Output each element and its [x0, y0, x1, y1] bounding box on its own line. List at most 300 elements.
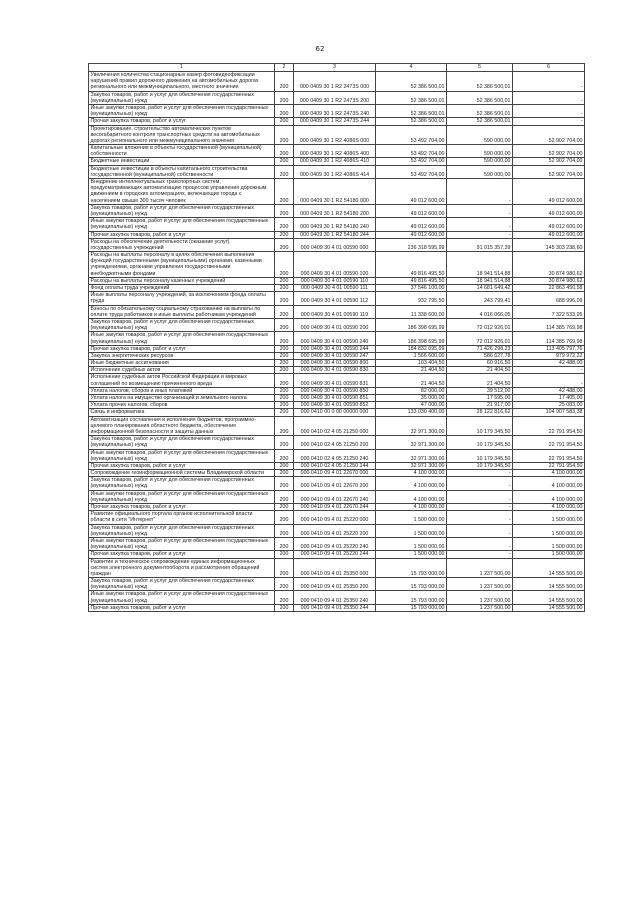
unexecuted-amount: -	[513, 91, 585, 104]
approved-amount: 4 100 000,00	[376, 504, 447, 511]
row-name: Прочая закупка товаров, работ и услуг	[89, 551, 275, 558]
approved-amount: 1 500 000,00	[376, 551, 447, 558]
table-row	[89, 238, 585, 251]
executed-amount: -	[447, 551, 513, 558]
table-row	[89, 416, 585, 436]
approved-amount: 4 100 000,00	[376, 490, 447, 503]
table-row	[89, 231, 585, 238]
row-name: Уплата прочих налогов, сборов	[89, 402, 275, 409]
budget-class-code: 000 0410 09 4 01 25350 244	[294, 604, 376, 611]
budget-class-code: 000 0410 09 4 01 22670 200	[294, 477, 376, 490]
row-name: Прочая закупка товаров, работ и услуг	[89, 504, 275, 511]
unexecuted-amount: 49 012 600,00	[513, 231, 585, 238]
table-row	[89, 402, 585, 409]
unexecuted-amount: -	[513, 374, 585, 387]
unexecuted-amount: 104 907 583,38	[513, 409, 585, 416]
executed-amount: 590 000,00	[447, 125, 513, 145]
unexecuted-amount: 1 500 000,00	[513, 551, 585, 558]
executed-amount: 17 595,00	[447, 395, 513, 402]
table-row	[89, 462, 585, 469]
budget-class-code: 000 0409 30 4 01 00590 119	[294, 305, 376, 318]
unexecuted-amount: 52 902 704,00	[513, 165, 585, 178]
approved-amount: 37 546 100,00	[376, 285, 447, 292]
approved-amount: 15 793 000,00	[376, 578, 447, 591]
row-name: Уплата налогов, сборов и иных платежей	[89, 387, 275, 394]
approved-amount: 82 000,00	[376, 387, 447, 394]
executed-amount: -	[447, 477, 513, 490]
unexecuted-amount: 30 874 980,62	[513, 277, 585, 284]
executed-amount: 52 386 500,01	[447, 72, 513, 92]
row-name: Взносы по обязательному социальному страхованию на выплаты по оплате труда работников и иные выплаты работникам учреждений	[89, 305, 275, 318]
executed-amount: 21 404,50	[447, 374, 513, 387]
executed-amount: 10 179 345,50	[447, 416, 513, 436]
budget-class-code: 000 0409 30 4 01 00590 247	[294, 352, 376, 359]
unexecuted-amount: 22 863 450,58	[513, 285, 585, 292]
table-row	[89, 165, 585, 178]
admin-code: 200	[275, 104, 294, 117]
table-row	[89, 367, 585, 374]
executed-amount: 1 237 500,00	[447, 578, 513, 591]
budget-class-code: 000 0409 30 1 R2 54180 200	[294, 204, 376, 217]
admin-code: 200	[275, 537, 294, 550]
table-row	[89, 470, 585, 477]
executed-amount: 60 916,50	[447, 360, 513, 367]
executed-amount: 243 799,41	[447, 292, 513, 305]
table-row	[89, 537, 585, 550]
row-name: Уплата налога на имущество организаций и земельного налога	[89, 395, 275, 402]
admin-code: 200	[275, 277, 294, 284]
executed-amount: 14 681 649,42	[447, 285, 513, 292]
unexecuted-amount: 17 405,00	[513, 395, 585, 402]
row-name: Прочая закупка товаров, работ и услуг	[89, 604, 275, 611]
unexecuted-amount: 25 083,00	[513, 402, 585, 409]
row-name: Закупка товаров, работ и услуг для обеспечения государственных (муниципальных) нужд	[89, 436, 275, 449]
budget-class-code: 000 0409 30 4 01 00590 852	[294, 402, 376, 409]
budget-class-code: 000 0409 30 1 R2 2473S 240	[294, 104, 376, 117]
row-name: Иные закупки товаров, работ и услуг для обеспечения государственных (муниципальных) нужд	[89, 104, 275, 117]
budget-class-code: 000 0409 30 4 01 00590 244	[294, 345, 376, 352]
executed-amount: -	[447, 490, 513, 503]
unexecuted-amount: 4 100 000,00	[513, 470, 585, 477]
admin-code: 200	[275, 292, 294, 305]
approved-amount: 11 338 600,00	[376, 305, 447, 318]
table-row	[89, 285, 585, 292]
unexecuted-amount: 22 791 954,50	[513, 449, 585, 462]
admin-code: 200	[275, 145, 294, 158]
approved-amount: 49 012 600,00	[376, 218, 447, 231]
table-row	[89, 524, 585, 537]
approved-amount: 236 318 595,99	[376, 238, 447, 251]
approved-amount: 53 492 704,00	[376, 145, 447, 158]
unexecuted-amount: 7 322 533,95	[513, 305, 585, 318]
row-name: Увеличения количества стационарных камер фотовидеофиксации нарушений правил дорожного движения на автомобильных дорогах регионального или межмуниципального, местного значения	[89, 72, 275, 92]
executed-amount: 1 237 500,00	[447, 604, 513, 611]
table-row	[89, 477, 585, 490]
budget-class-code: 000 0410 09 4 01 25350 000	[294, 558, 376, 578]
budget-class-code: 000 0410 09 4 01 25220 000	[294, 511, 376, 524]
unexecuted-amount: 52 902 704,00	[513, 158, 585, 165]
unexecuted-amount: 22 791 954,50	[513, 462, 585, 469]
table-row	[89, 511, 585, 524]
unexecuted-amount: 688 996,09	[513, 292, 585, 305]
approved-amount: 15 793 000,00	[376, 558, 447, 578]
budget-class-code: 000 0409 30 1 R2 4086S 000	[294, 125, 376, 145]
approved-amount: 49 012 600,00	[376, 231, 447, 238]
approved-amount: 32 971 300,00	[376, 436, 447, 449]
executed-amount: 10 179 345,50	[447, 449, 513, 462]
admin-code: 200	[275, 91, 294, 104]
row-name: Расходы на выплаты персоналу казенных учреждений	[89, 277, 275, 284]
row-name: Бюджетные инвестиции	[89, 158, 275, 165]
approved-amount: 186 398 695,99	[376, 318, 447, 331]
row-name: Прочая закупка товаров, работ и услуг	[89, 462, 275, 469]
admin-code: 200	[275, 409, 294, 416]
table-row	[89, 145, 585, 158]
unexecuted-amount: 979 972,22	[513, 352, 585, 359]
unexecuted-amount: 14 555 500,00	[513, 558, 585, 578]
unexecuted-amount: 145 303 238,60	[513, 238, 585, 251]
budget-class-code: 000 0409 30 4 01 00590 800	[294, 360, 376, 367]
executed-amount: -	[447, 470, 513, 477]
unexecuted-amount: 4 100 000,00	[513, 490, 585, 503]
unexecuted-amount: 14 555 500,00	[513, 604, 585, 611]
unexecuted-amount: -	[513, 118, 585, 125]
row-name: Прочая закупка товаров, работ и услуг	[89, 345, 275, 352]
unexecuted-amount: 4 100 000,00	[513, 504, 585, 511]
table-row	[89, 345, 585, 352]
column-header-5: 5	[447, 64, 513, 72]
executed-amount: -	[447, 231, 513, 238]
approved-amount: 184 832 095,99	[376, 345, 447, 352]
budget-class-code: 000 0409 30 4 01 00590 830	[294, 367, 376, 374]
admin-code: 200	[275, 218, 294, 231]
row-name: Автоматизация составления и исполнения бюджетов, программно-целевого планирования областного бюджета, обеспечение информационной безопасности и защиты данных	[89, 416, 275, 436]
row-name: Развитие официального портала органов исполнительной власти области в сети "Интернет"	[89, 511, 275, 524]
admin-code: 200	[275, 490, 294, 503]
budget-class-code: 000 0409 30 1 R2 2473S 244	[294, 118, 376, 125]
table-row	[89, 118, 585, 125]
column-header-4: 4	[376, 64, 447, 72]
executed-amount: 52 386 500,01	[447, 104, 513, 117]
budget-class-code: 000 0410 09 4 01 25220 200	[294, 524, 376, 537]
admin-code: 200	[275, 402, 294, 409]
executed-amount: -	[447, 179, 513, 205]
table-row	[89, 551, 585, 558]
admin-code: 200	[275, 118, 294, 125]
page-number: 62	[315, 45, 325, 53]
table-row	[89, 318, 585, 331]
table-row	[89, 352, 585, 359]
budget-class-code: 000 0410 09 4 01 22670 240	[294, 490, 376, 503]
executed-amount: -	[447, 204, 513, 217]
table-row	[89, 218, 585, 231]
budget-class-code: 000 0410 09 4 01 25220 244	[294, 551, 376, 558]
approved-amount: 1 500 000,00	[376, 524, 447, 537]
table-row	[89, 277, 585, 284]
table-row	[89, 395, 585, 402]
budget-class-code: 000 0409 30 1 R2 2473S 000	[294, 72, 376, 92]
budget-class-code: 000 0410 02 4 05 21250 244	[294, 462, 376, 469]
approved-amount: 52 386 500,01	[376, 72, 447, 92]
unexecuted-amount: 113 405 797,76	[513, 345, 585, 352]
unexecuted-amount: -	[513, 72, 585, 92]
row-name: Иные закупки товаров, работ и услуг для обеспечения государственных (муниципальных) нужд	[89, 591, 275, 604]
table-row	[89, 360, 585, 367]
budget-class-code: 000 0409 30 4 01 00590 851	[294, 395, 376, 402]
executed-amount: -	[447, 511, 513, 524]
approved-amount: 49 012 600,00	[376, 204, 447, 217]
admin-code: 200	[275, 345, 294, 352]
row-name: Проектирование, строительство автоматических пунктов весогабаритного контроля транспортных средств на автомобильных дорогах регионального или межмуниципального значения	[89, 125, 275, 145]
row-name: Иные выплаты персоналу учреждений, за исключением фонда оплаты труда	[89, 292, 275, 305]
row-name: Расходы на обеспечение деятельности (оказание услуг) государственных учреждений	[89, 238, 275, 251]
unexecuted-amount: 1 500 000,00	[513, 511, 585, 524]
budget-class-code: 000 0409 30 4 01 00590 850	[294, 387, 376, 394]
row-name: Иные закупки товаров, работ и услуг для обеспечения государственных (муниципальных) нужд	[89, 537, 275, 550]
budget-class-code: 000 0409 30 4 01 00590 100	[294, 252, 376, 278]
row-name: Расходы на выплаты персоналу в целях обеспечения выполнения функций государственными (муниципальными) органами, казенными учреждениями, органами управления государственными внебюджетными фондами	[89, 252, 275, 278]
table-row	[89, 72, 585, 92]
admin-code: 200	[275, 332, 294, 345]
row-name: Исполнение судебных актов	[89, 367, 275, 374]
executed-amount: 10 179 345,50	[447, 436, 513, 449]
approved-amount: 15 793 000,00	[376, 604, 447, 611]
table-row	[89, 387, 585, 394]
row-name: Исполнение судебных актов Российской Федерации и мировых соглашений по возмещению причиненного вреда	[89, 374, 275, 387]
budget-class-code: 000 0409 30 4 01 00590 111	[294, 285, 376, 292]
row-name: Прочая закупка товаров, работ и услуг	[89, 118, 275, 125]
admin-code: 200	[275, 252, 294, 278]
admin-code: 200	[275, 504, 294, 511]
unexecuted-amount: 42 488,00	[513, 387, 585, 394]
table-row	[89, 436, 585, 449]
unexecuted-amount: 14 555 500,00	[513, 591, 585, 604]
table-row	[89, 158, 585, 165]
executed-amount: 18 941 514,88	[447, 277, 513, 284]
row-name: Развитие и техническое сопровождение единых информационных систем электронного документооборота и рассмотрения обращений граждан	[89, 558, 275, 578]
admin-code: 200	[275, 436, 294, 449]
unexecuted-amount: 22 791 954,50	[513, 416, 585, 436]
unexecuted-amount: -	[513, 367, 585, 374]
table-row	[89, 604, 585, 611]
executed-amount: 52 386 500,01	[447, 91, 513, 104]
executed-amount: -	[447, 524, 513, 537]
admin-code: 200	[275, 165, 294, 178]
budget-class-code: 000 0409 30 4 01 00590 110	[294, 277, 376, 284]
table-row	[89, 490, 585, 503]
admin-code: 200	[275, 367, 294, 374]
admin-code: 200	[275, 416, 294, 436]
table-row	[89, 204, 585, 217]
executed-amount: -	[447, 537, 513, 550]
approved-amount: 32 971 300,00	[376, 462, 447, 469]
admin-code: 200	[275, 477, 294, 490]
unexecuted-amount: 42 488,00	[513, 360, 585, 367]
table-row	[89, 179, 585, 205]
row-name: Иные закупки товаров, работ и услуг для обеспечения государственных (муниципальных) нужд	[89, 449, 275, 462]
unexecuted-amount: 1 500 000,00	[513, 537, 585, 550]
admin-code: 200	[275, 238, 294, 251]
row-name: Закупка товаров, работ и услуг для обеспечения государственных (муниципальных) нужд	[89, 204, 275, 217]
approved-amount: 47 000,00	[376, 402, 447, 409]
budget-class-code: 000 0409 30 1 R2 4086S 410	[294, 158, 376, 165]
budget-class-code: 000 0410 09 4 01 25350 200	[294, 578, 376, 591]
approved-amount: 49 012 600,00	[376, 179, 447, 205]
approved-amount: 103 404,50	[376, 360, 447, 367]
approved-amount: 53 492 704,00	[376, 158, 447, 165]
row-name: Закупка товаров, работ и услуг для обеспечения государственных (муниципальных) нужд	[89, 477, 275, 490]
unexecuted-amount: 49 012 600,00	[513, 179, 585, 205]
executed-amount: 72 012 926,01	[447, 332, 513, 345]
row-name: Иные закупки товаров, работ и услуг для обеспечения государственных (муниципальных) нужд	[89, 332, 275, 345]
approved-amount: 53 492 704,00	[376, 125, 447, 145]
admin-code: 200	[275, 352, 294, 359]
executed-amount: 590 000,00	[447, 158, 513, 165]
executed-amount: 39 512,00	[447, 387, 513, 394]
admin-code: 200	[275, 318, 294, 331]
admin-code: 200	[275, 511, 294, 524]
budget-class-code: 000 0409 30 1 R2 54180 000	[294, 179, 376, 205]
table-row	[89, 374, 585, 387]
admin-code: 200	[275, 179, 294, 205]
admin-code: 200	[275, 470, 294, 477]
unexecuted-amount: 52 902 704,00	[513, 125, 585, 145]
admin-code: 200	[275, 462, 294, 469]
executed-amount: 4 016 066,05	[447, 305, 513, 318]
approved-amount: 1 566 600,00	[376, 352, 447, 359]
row-name: Закупка товаров, работ и услуг для обеспечения государственных (муниципальных) нужд	[89, 91, 275, 104]
admin-code: 200	[275, 449, 294, 462]
column-header-1: 1	[89, 64, 275, 72]
admin-code: 200	[275, 204, 294, 217]
table-body	[89, 72, 585, 612]
row-name: Бюджетные инвестиции в объекты капитального строительства государственной (муниципальной) собственности	[89, 165, 275, 178]
executed-amount: 10 179 345,50	[447, 462, 513, 469]
budget-class-code: 000 0410 02 4 05 21250 200	[294, 436, 376, 449]
executed-amount: 586 627,78	[447, 352, 513, 359]
row-name: Иные закупки товаров, работ и услуг для обеспечения государственных (муниципальных) нужд	[89, 490, 275, 503]
admin-code: 200	[275, 231, 294, 238]
admin-code: 200	[275, 604, 294, 611]
approved-amount: 49 816 495,50	[376, 277, 447, 284]
approved-amount: 186 398 695,99	[376, 332, 447, 345]
budget-class-code: 000 0409 30 4 01 00590 831	[294, 374, 376, 387]
unexecuted-amount: 52 902 704,00	[513, 145, 585, 158]
approved-amount: 35 000,00	[376, 395, 447, 402]
row-name: Закупка товаров, работ и услуг для обеспечения государственных (муниципальных) нужд	[89, 318, 275, 331]
unexecuted-amount: 49 012 600,00	[513, 204, 585, 217]
table-row	[89, 558, 585, 578]
row-name: Закупка товаров, работ и услуг для обеспечения государственных (муниципальных) нужд	[89, 524, 275, 537]
budget-class-code: 000 0410 09 4 01 25350 240	[294, 591, 376, 604]
table-row	[89, 332, 585, 345]
executed-amount: 590 000,00	[447, 145, 513, 158]
executed-amount: 91 015 357,39	[447, 238, 513, 251]
admin-code: 200	[275, 285, 294, 292]
approved-amount: 52 386 500,01	[376, 91, 447, 104]
unexecuted-amount: 114 385 769,98	[513, 332, 585, 345]
column-header-2: 2	[275, 64, 294, 72]
budget-class-code: 000 0409 30 4 01 00590 200	[294, 318, 376, 331]
admin-code: 200	[275, 72, 294, 92]
executed-amount: -	[447, 504, 513, 511]
budget-class-code: 000 0409 30 1 R2 4086S 400	[294, 145, 376, 158]
row-name: Прочая закупка товаров, работ и услуг	[89, 231, 275, 238]
budget-class-code: 000 0410 09 4 01 25220 240	[294, 537, 376, 550]
admin-code: 200	[275, 551, 294, 558]
table-row	[89, 504, 585, 511]
executed-amount: 21 917,00	[447, 402, 513, 409]
row-name: Капитальные вложения в объекты государственной (муниципальной) собственности	[89, 145, 275, 158]
unexecuted-amount: 22 791 954,50	[513, 436, 585, 449]
admin-code: 200	[275, 158, 294, 165]
unexecuted-amount: 1 500 000,00	[513, 524, 585, 537]
approved-amount: 15 793 000,00	[376, 591, 447, 604]
approved-amount: 932 795,50	[376, 292, 447, 305]
table-row	[89, 104, 585, 117]
executed-amount: 1 237 500,00	[447, 591, 513, 604]
admin-code: 200	[275, 374, 294, 387]
approved-amount: 32 971 300,00	[376, 449, 447, 462]
approved-amount: 52 386 500,01	[376, 104, 447, 117]
approved-amount: 49 816 495,50	[376, 252, 447, 278]
row-name: Фонд оплаты труда учреждений	[89, 285, 275, 292]
admin-code: 200	[275, 387, 294, 394]
budget-class-code: 000 0410 09 4 01 22670 000	[294, 470, 376, 477]
table-row	[89, 91, 585, 104]
approved-amount: 21 404,50	[376, 367, 447, 374]
approved-amount: 53 492 704,00	[376, 165, 447, 178]
row-name: Сопровождение геоинформационной системы Владимирской области	[89, 470, 275, 477]
unexecuted-amount: 30 874 980,62	[513, 252, 585, 278]
table-row	[89, 578, 585, 591]
row-name: Иные закупки товаров, работ и услуг для обеспечения государственных (муниципальных) нужд	[89, 218, 275, 231]
executed-amount: 18 941 514,88	[447, 252, 513, 278]
executed-amount: 1 237 500,00	[447, 558, 513, 578]
admin-code: 200	[275, 360, 294, 367]
budget-class-code: 000 0409 30 4 01 00590 000	[294, 238, 376, 251]
table-row	[89, 252, 585, 278]
budget-class-code: 000 0410 00 0 00 00000 000	[294, 409, 376, 416]
column-header-6: 6	[513, 64, 585, 72]
budget-class-code: 000 0409 30 1 R2 54180 244	[294, 231, 376, 238]
executed-amount: 71 426 298,23	[447, 345, 513, 352]
executed-amount: 28 122 816,62	[447, 409, 513, 416]
budget-class-code: 000 0409 30 1 R2 4086S 414	[294, 165, 376, 178]
approved-amount: 52 386 500,01	[376, 118, 447, 125]
approved-amount: 4 100 000,00	[376, 477, 447, 490]
approved-amount: 133 030 400,00	[376, 409, 447, 416]
budget-class-code: 000 0409 30 1 R2 54180 240	[294, 218, 376, 231]
table-row	[89, 125, 585, 145]
unexecuted-amount: 14 555 500,00	[513, 578, 585, 591]
unexecuted-amount: 4 100 000,00	[513, 477, 585, 490]
approved-amount: 21 404,50	[376, 374, 447, 387]
unexecuted-amount: 49 012 600,00	[513, 218, 585, 231]
approved-amount: 32 971 300,00	[376, 416, 447, 436]
table-row	[89, 591, 585, 604]
admin-code: 200	[275, 578, 294, 591]
budget-class-code: 000 0410 09 4 01 22670 244	[294, 504, 376, 511]
table-row	[89, 449, 585, 462]
approved-amount: 1 500 000,00	[376, 511, 447, 524]
row-name: Закупка товаров, работ и услуг для обеспечения государственных (муниципальных) нужд	[89, 578, 275, 591]
budget-class-code: 000 0410 02 4 05 21250 000	[294, 416, 376, 436]
row-name: Связь и информатика	[89, 409, 275, 416]
approved-amount: 4 100 000,00	[376, 470, 447, 477]
admin-code: 200	[275, 395, 294, 402]
budget-table	[88, 63, 585, 612]
